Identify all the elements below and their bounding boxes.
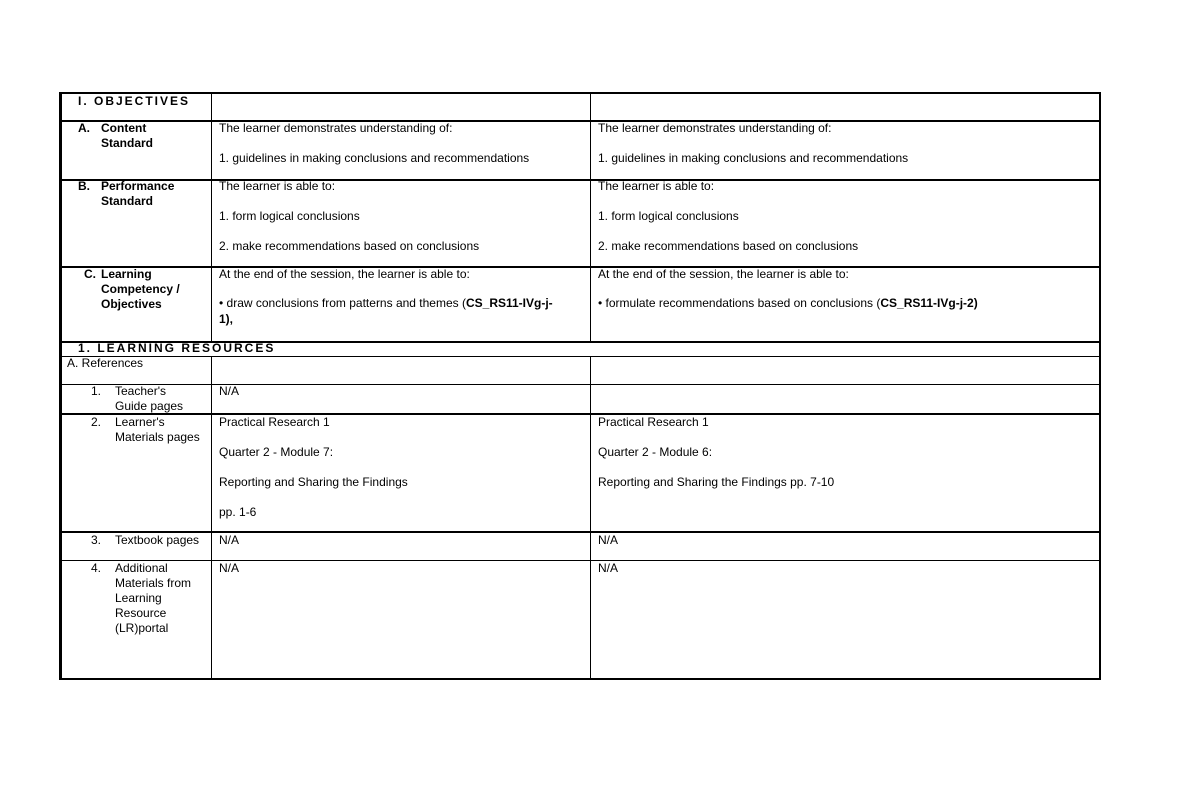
row-divider bbox=[59, 531, 1101, 533]
additional-label: (LR)portal bbox=[115, 621, 169, 635]
row-divider bbox=[59, 179, 1101, 181]
table-border-top bbox=[59, 92, 1101, 94]
column-divider bbox=[590, 92, 591, 342]
teachers-guide-col1: N/A bbox=[219, 384, 240, 398]
learners-materials-col2-line: Reporting and Sharing the Findings pp. 7-10 bbox=[598, 475, 835, 489]
learners-materials-label: Learner's bbox=[115, 415, 165, 429]
references-label: A. References bbox=[67, 356, 144, 370]
row-divider bbox=[59, 266, 1101, 268]
column-divider bbox=[211, 356, 212, 680]
performance-standard-label: Performance bbox=[101, 179, 175, 193]
learners-materials-num: 2. bbox=[91, 415, 102, 429]
performance-standard-col1-item: 2. make recommendations based on conclusions bbox=[219, 239, 480, 253]
learning-competency-col1-intro: At the end of the session, the learner is able to: bbox=[219, 267, 470, 281]
learners-materials-col2-line: Practical Research 1 bbox=[598, 415, 709, 429]
bullet-text: • draw conclusions from patterns and themes ( bbox=[219, 296, 466, 310]
row-divider bbox=[59, 560, 1101, 561]
competency-code: CS_RS11-IVg-j- bbox=[465, 296, 553, 310]
content-standard-col2-item: 1. guidelines in making conclusions and recommendations bbox=[598, 151, 909, 165]
teachers-guide-num: 1. bbox=[91, 384, 102, 398]
learners-materials-col1-line: Practical Research 1 bbox=[219, 415, 330, 429]
table-border-left bbox=[59, 92, 62, 680]
textbook-col1: N/A bbox=[219, 533, 240, 547]
table-border-bottom bbox=[59, 678, 1101, 680]
learning-competency-label: Objectives bbox=[101, 297, 162, 311]
learners-materials-col1-line: Quarter 2 - Module 7: bbox=[219, 445, 334, 459]
additional-label: Additional bbox=[115, 561, 168, 575]
row-divider bbox=[59, 120, 1101, 122]
textbook-num: 3. bbox=[91, 533, 102, 547]
row-divider bbox=[59, 356, 1101, 357]
performance-standard-col2-intro: The learner is able to: bbox=[598, 179, 715, 193]
additional-num: 4. bbox=[91, 561, 102, 575]
column-divider bbox=[590, 356, 591, 680]
content-standard-col1-intro: The learner demonstrates understanding of: bbox=[219, 121, 453, 135]
learning-competency-label: Competency / bbox=[101, 282, 180, 296]
teachers-guide-label: Teacher's bbox=[115, 384, 166, 398]
additional-label: Materials from bbox=[115, 576, 192, 590]
table-border-right bbox=[1099, 92, 1101, 680]
additional-col1: N/A bbox=[219, 561, 240, 575]
performance-standard-col1-intro: The learner is able to: bbox=[219, 179, 336, 193]
additional-label: Resource bbox=[115, 606, 167, 620]
content-standard-letter: A. bbox=[78, 121, 90, 135]
textbook-label: Textbook pages bbox=[115, 533, 200, 547]
learning-competency-label: Learning bbox=[101, 267, 152, 281]
content-standard-label: Standard bbox=[101, 136, 154, 150]
content-standard-col1-item: 1. guidelines in making conclusions and recommendations bbox=[219, 151, 530, 165]
learning-competency-col1-bullet bbox=[219, 296, 553, 311]
lesson-plan-table bbox=[59, 92, 1101, 680]
objectives-heading: I. OBJECTIVES bbox=[78, 94, 191, 108]
learners-materials-label: Materials pages bbox=[115, 430, 200, 444]
teachers-guide-label: Guide pages bbox=[115, 399, 184, 413]
bullet-text: • formulate recommendations based on conclusions ( bbox=[598, 296, 881, 310]
performance-standard-col2-item: 1. form logical conclusions bbox=[598, 209, 739, 223]
learners-materials-col2-line: Quarter 2 - Module 6: bbox=[598, 445, 713, 459]
row-divider bbox=[59, 384, 1101, 385]
additional-col2: N/A bbox=[598, 561, 619, 575]
content-standard-col2-intro: The learner demonstrates understanding of: bbox=[598, 121, 832, 135]
performance-standard-letter: B. bbox=[78, 179, 90, 193]
additional-label: Learning bbox=[115, 591, 162, 605]
performance-standard-col1-item: 1. form logical conclusions bbox=[219, 209, 360, 223]
performance-standard-col2-item: 2. make recommendations based on conclusions bbox=[598, 239, 859, 253]
competency-code: 1), bbox=[219, 312, 234, 326]
learning-competency-col2-intro: At the end of the session, the learner is able to: bbox=[598, 267, 849, 281]
performance-standard-label: Standard bbox=[101, 194, 154, 208]
learners-materials-col1-line: Reporting and Sharing the Findings bbox=[219, 475, 408, 489]
learning-resources-heading: 1. LEARNING RESOURCES bbox=[78, 341, 276, 355]
content-standard-label: Content bbox=[101, 121, 147, 135]
learners-materials-col1-line: pp. 1-6 bbox=[219, 505, 257, 519]
column-divider bbox=[211, 92, 212, 342]
learning-competency-col2-bullet bbox=[598, 296, 978, 311]
competency-code: CS_RS11-IVg-j-2) bbox=[880, 296, 978, 310]
row-divider bbox=[59, 413, 1101, 415]
learning-competency-letter: C. bbox=[84, 267, 96, 281]
textbook-col2: N/A bbox=[598, 533, 619, 547]
